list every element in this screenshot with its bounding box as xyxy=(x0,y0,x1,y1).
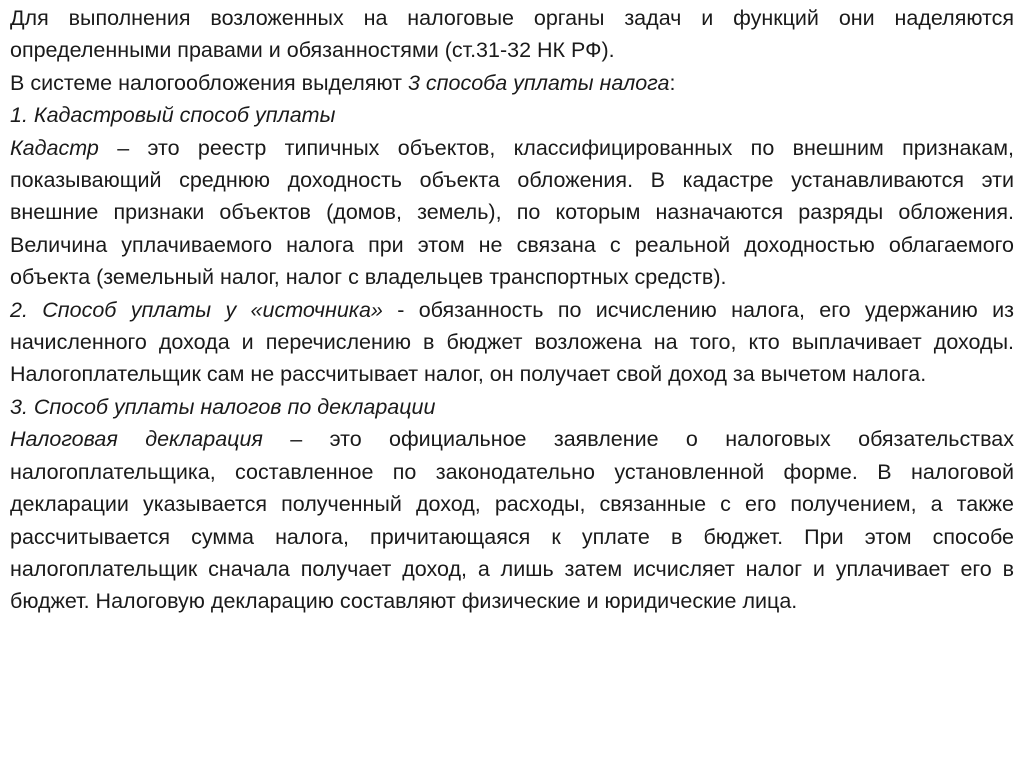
method3-paragraph xyxy=(10,423,1014,617)
method2-text: - обязанность по исчислению налога, его удержанию из начисленного дохода и перечислению в бюджет возложена на того, кто выплачивает доходы. Налогоплательщик сам не рассчитывает налог, он получает свой доход за вычетом налога. xyxy=(10,297,1014,387)
intro-text: Для выполнения возложенных на налоговые органы задач и функций они наделяются определенными правами и обязанностями (ст.31-32 НК РФ). xyxy=(10,6,1014,63)
method3-heading: 3. Способ уплаты налогов по декларации xyxy=(10,394,436,419)
methods-lead-text: В системе налогообложения выделяют xyxy=(10,70,408,95)
intro-paragraph xyxy=(10,2,1014,67)
method1-paragraph xyxy=(10,132,1014,294)
method3-text: – это официальное заявление о налоговых обязательствах налогоплательщика, составленное по законодательно установленной форме. В налоговой декларации указывается полученный доход, расходы, связанные с его получением, а также рассчитывается сумма налога, причитающаяся к уплате в бюджет. При этом способе налогоплательщик сначала получает доход, а лишь затем исчисляет налог и уплачивает его в бюджет. Налоговую декларацию составляют физические и юридические лица. xyxy=(10,427,1014,614)
method2-paragraph xyxy=(10,294,1014,391)
methods-lead-italic: 3 способа уплаты налога xyxy=(407,70,670,95)
method3-term: Налоговая декларация xyxy=(10,427,263,452)
method1-term: Кадастр xyxy=(10,135,99,160)
method1-text: – это реестр типичных объектов, классифицированных по внешним признакам, показывающий среднюю доходность объекта обложения. В кадастре устанавливаются эти внешние признаки объектов (домов, земель), по которым назначаются разряды обложения. Величина уплачиваемого налога при этом не связана с реальной доходностью облагаемого объекта (земельный налог, налог с владельцев транспортных средств). xyxy=(10,135,1014,290)
method2-heading: 2. Способ уплаты у «источника» xyxy=(10,297,383,322)
methods-lead-paragraph xyxy=(10,67,1014,99)
method1-heading: 1. Кадастровый способ уплаты xyxy=(10,103,336,128)
methods-lead-end: : xyxy=(669,70,676,95)
